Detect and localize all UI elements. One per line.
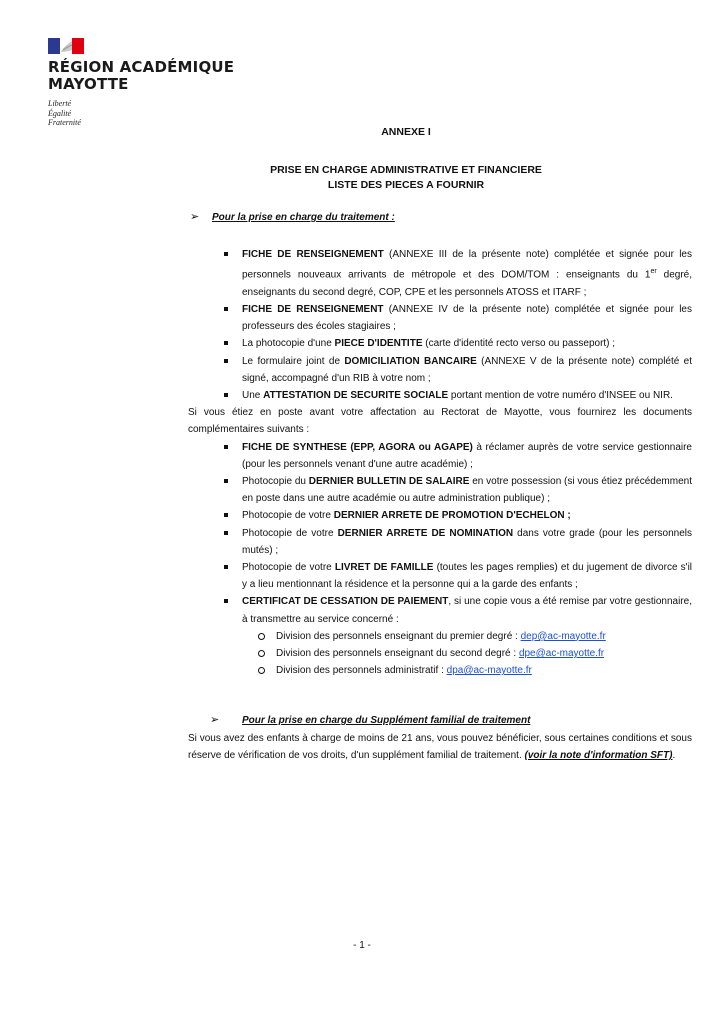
list-item: Le formulaire joint de DOMICILIATION BANCAIRE (ANNEXE V de la présente note) complété et signé, accompagné d'un RIB à votre nom ; xyxy=(188,353,692,387)
circle-bullet-icon xyxy=(258,650,265,657)
list-item: La photocopie d'une PIECE D'IDENTITE (carte d'identité recto verso ou passeport) ; xyxy=(188,335,692,352)
bullet-icon xyxy=(224,341,228,345)
republic-motto xyxy=(48,99,248,128)
sft-note-link[interactable]: (voir la note d'information SFT) xyxy=(524,750,673,762)
bullet-icon xyxy=(224,599,228,603)
motto-fraternite: Fraternité xyxy=(48,118,81,127)
section1-heading: Pour la prise en charge du traitement : xyxy=(212,212,395,223)
list-item: Photocopie de votre DERNIER ARRETE DE NOMINATION dans votre grade (pour les personnels mutés) ; xyxy=(188,525,692,559)
bullet-icon xyxy=(224,359,228,363)
bullet-icon xyxy=(224,513,228,517)
email-link-dpe[interactable]: dpe@ac-mayotte.fr xyxy=(518,648,605,659)
annexe-label: ANNEXE I xyxy=(381,126,431,138)
list-item: Division des personnels enseignant du premier degré : dep@ac-mayotte.fr xyxy=(188,628,692,645)
region-logo xyxy=(48,38,248,128)
logo-title-line1: RÉGION ACADÉMIQUE xyxy=(48,58,235,76)
list-item: CERTIFICAT DE CESSATION DE PAIEMENT, si une copie vous a été remise par votre gestionnaire, à transmettre au service concerné : xyxy=(188,593,692,627)
circle-bullet-icon xyxy=(258,667,265,674)
list-item: FICHE DE RENSEIGNEMENT (ANNEXE IV de la présente note) complétée et signée pour les professeurs des écoles stagiaires ; xyxy=(188,301,692,335)
page-number: - 1 - xyxy=(353,940,371,951)
motto-egalite: Égalité xyxy=(48,108,72,118)
marianne-flag-icon xyxy=(48,38,84,54)
bullet-icon xyxy=(224,252,228,256)
bullet-icon xyxy=(224,445,228,449)
section2-heading: Pour la prise en charge du Supplément familial de traitement xyxy=(242,715,531,726)
email-link-dpa[interactable]: dpa@ac-mayotte.fr xyxy=(446,665,532,677)
bullet-icon xyxy=(224,307,228,311)
documents-list xyxy=(188,246,692,404)
list-item: Photocopie de votre DERNIER ARRETE DE PROMOTION D'ECHELON ; xyxy=(188,507,692,524)
list-item: FICHE DE RENSEIGNEMENT (ANNEXE III de la présente note) complétée et signée pour les personnels nouveaux arrivants de métropole et des DOM/TOM : enseignants du 1er degré, enseignants du second degré, COP, CPE et les personnels ATOSS et ITARF ; xyxy=(188,246,692,301)
list-item: Division des personnels enseignant du second degré : dpe@ac-mayotte.fr xyxy=(188,645,692,662)
title-line1: PRISE EN CHARGE ADMINISTRATIVE ET FINANCIERE xyxy=(270,164,542,176)
list-item: Une ATTESTATION DE SECURITE SOCIALE portant mention de votre numéro d'INSEE ou NIR. xyxy=(188,387,692,404)
document-title xyxy=(0,163,724,193)
bullet-icon xyxy=(224,393,228,397)
bullet-icon xyxy=(224,565,228,569)
division-contacts-list xyxy=(188,628,692,680)
logo-title xyxy=(48,59,248,93)
list-item: Division des personnels administratif : dpa@ac-mayotte.fr xyxy=(188,662,692,679)
section-arrow-icon: ➢ xyxy=(210,714,220,726)
list-item: Photocopie de votre LIVRET DE FAMILLE (toutes les pages remplies) et du jugement de divorce s'il y a lieu mentionnant la résidence et la personne qui a la garde des enfants ; xyxy=(188,559,692,593)
bullet-icon xyxy=(224,479,228,483)
bullet-icon xyxy=(224,531,228,535)
section-arrow-icon: ➢ xyxy=(190,211,200,223)
email-link-dep[interactable]: dep@ac-mayotte.fr xyxy=(520,630,606,642)
title-line2: LISTE DES PIECES A FOURNIR xyxy=(327,179,485,191)
list-item: FICHE DE SYNTHESE (EPP, AGORA ou AGAPE) à réclamer auprès de votre service gestionnaire (pour les personnels venant d'une autre académie) ; xyxy=(188,439,692,473)
complementary-intro: Si vous étiez en poste avant votre affectation au Rectorat de Mayotte, vous fournirez les documents complémentaires suivants : xyxy=(188,407,692,436)
list-item: Photocopie du DERNIER BULLETIN DE SALAIRE en votre possession (si vous étiez précédemment en poste dans une autre académie ou autre administration publique) ; xyxy=(188,473,692,507)
complementary-documents-list xyxy=(188,439,692,628)
section2-paragraph: Si vous avez des enfants à charge de moins de 21 ans, vous pouvez bénéficier, sous certaines conditions et sous réserve de vérification de vos droits, d'un supplément familial de traitement. (voir la note d'information SFT). xyxy=(188,733,692,762)
logo-title-line2: MAYOTTE xyxy=(48,75,129,93)
motto-liberte: Liberté xyxy=(48,99,72,108)
circle-bullet-icon xyxy=(258,633,265,640)
section1-list-block xyxy=(188,246,692,679)
